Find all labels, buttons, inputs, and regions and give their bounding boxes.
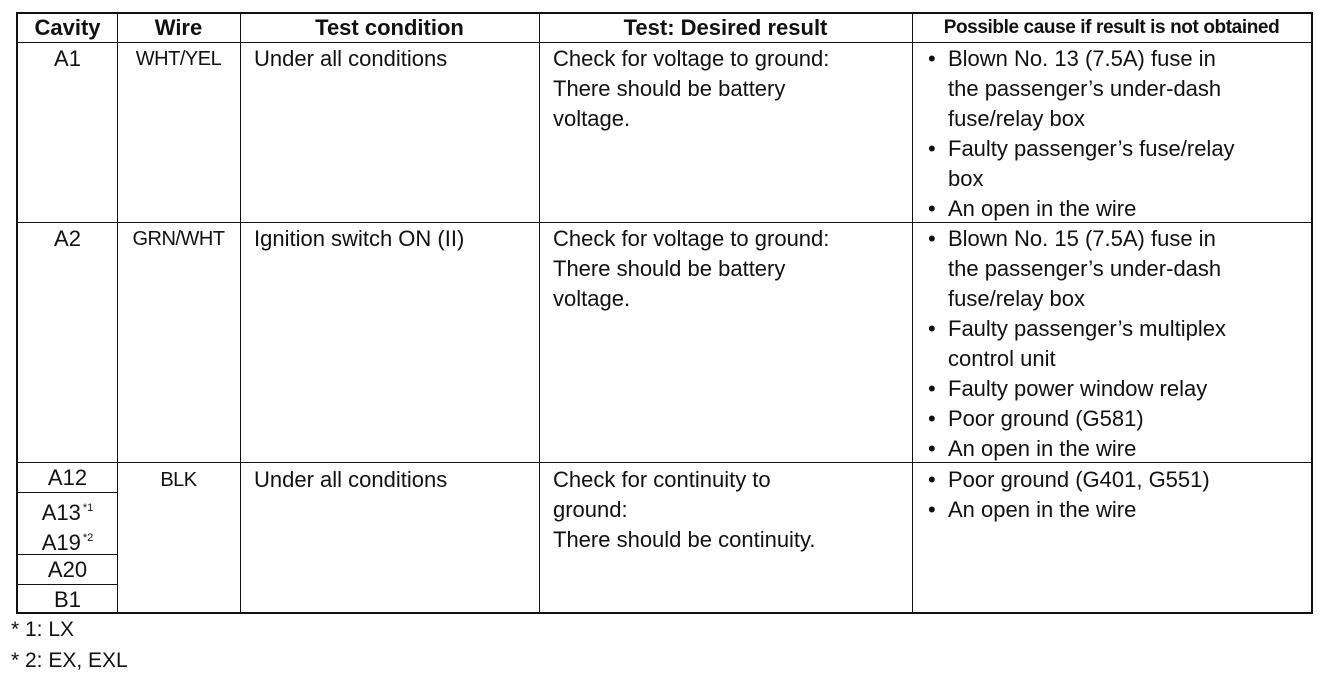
- cause-line: An open in the wire: [948, 196, 1137, 221]
- bullet-icon: •: [928, 376, 936, 401]
- footnote: * 1: LX: [11, 618, 75, 641]
- cause-cell: [924, 224, 1226, 464]
- footnote-ref: *2: [82, 532, 94, 544]
- wire-cell: GRN/WHT: [132, 228, 225, 250]
- bullet-icon: •: [928, 497, 936, 522]
- condition-cell: Under all conditions: [254, 46, 448, 71]
- header-possible-cause: Possible cause if result is not obtained: [943, 17, 1280, 38]
- cause-line: An open in the wire: [948, 436, 1137, 461]
- condition-cell: Under all conditions: [254, 467, 448, 492]
- result-line: ground:: [553, 497, 628, 522]
- result-line: Check for voltage to ground:: [553, 46, 830, 71]
- header-test-condition: Test condition: [315, 15, 464, 40]
- cause-line: Faulty passenger’s fuse/relay: [948, 136, 1235, 161]
- cavity-label: A13: [41, 500, 81, 525]
- cause-line: Blown No. 13 (7.5A) fuse in: [948, 46, 1216, 71]
- cause-item: [924, 224, 1226, 314]
- result-line: voltage.: [553, 286, 631, 311]
- footnote-ref: *1: [82, 502, 94, 514]
- cause-line: Poor ground (G581): [948, 406, 1144, 431]
- cause-item: [924, 44, 1235, 134]
- cause-line: An open in the wire: [948, 497, 1137, 522]
- condition-cell: Ignition switch ON (II): [254, 226, 465, 251]
- cause-item: [924, 194, 1235, 224]
- cause-line: Poor ground (G401, G551): [948, 467, 1210, 492]
- cavity-cell: A1: [54, 46, 81, 71]
- cause-line: Blown No. 15 (7.5A) fuse in: [948, 226, 1216, 251]
- cause-item: [924, 495, 1210, 525]
- header-cavity: Cavity: [34, 15, 101, 40]
- bullet-icon: •: [928, 316, 936, 341]
- column-divider: [117, 14, 118, 612]
- result-line: There should be battery: [553, 256, 786, 281]
- bullet-icon: •: [928, 46, 936, 71]
- cause-line: box: [948, 166, 984, 191]
- cavity-label: A19: [41, 530, 81, 555]
- cause-line: the passenger’s under-dash: [948, 76, 1222, 101]
- cause-cell: [924, 44, 1235, 224]
- cause-item: [924, 434, 1226, 464]
- cause-line: fuse/relay box: [948, 286, 1085, 311]
- result-cell: [553, 465, 816, 555]
- footnote: * 2: EX, EXL: [11, 649, 128, 672]
- header-divider: [18, 42, 1311, 43]
- cavity-cell: A20: [47, 557, 88, 582]
- cause-item: [924, 314, 1226, 374]
- test-table: [16, 12, 1313, 614]
- cause-line: the passenger’s under-dash: [948, 256, 1222, 281]
- result-line: Check for continuity to: [553, 467, 771, 492]
- bullet-icon: •: [928, 136, 936, 161]
- cause-line: Faulty passenger’s multiplex: [948, 316, 1226, 341]
- bullet-icon: •: [928, 467, 936, 492]
- result-line: There should be continuity.: [553, 527, 816, 552]
- column-divider: [912, 14, 913, 612]
- bullet-icon: •: [928, 226, 936, 251]
- bullet-icon: •: [928, 196, 936, 221]
- wire-cell: BLK: [160, 469, 197, 491]
- cause-item: [924, 374, 1226, 404]
- result-cell: [553, 224, 829, 314]
- cavity-cell: B1: [54, 587, 81, 612]
- cavity-cell: A12: [47, 465, 88, 490]
- cavity-cell: A2: [54, 226, 81, 251]
- column-divider: [240, 14, 241, 612]
- header-wire: Wire: [154, 15, 203, 40]
- result-cell: [553, 44, 829, 134]
- header-desired-result: Test: Desired result: [623, 15, 828, 40]
- result-line: Check for voltage to ground:: [553, 226, 830, 251]
- cause-item: [924, 134, 1235, 194]
- cavity-cell: [18, 523, 117, 558]
- bullet-icon: •: [928, 406, 936, 431]
- cause-line: Faulty power window relay: [948, 376, 1208, 401]
- cause-cell: [924, 465, 1210, 525]
- cause-line: control unit: [948, 346, 1056, 371]
- bullet-icon: •: [928, 436, 936, 461]
- cause-item: [924, 465, 1210, 495]
- cause-line: fuse/relay box: [948, 106, 1085, 131]
- column-divider: [539, 14, 540, 612]
- result-line: There should be battery: [553, 76, 786, 101]
- cause-item: [924, 404, 1226, 434]
- result-line: voltage.: [553, 106, 631, 131]
- wire-cell: WHT/YEL: [135, 48, 222, 70]
